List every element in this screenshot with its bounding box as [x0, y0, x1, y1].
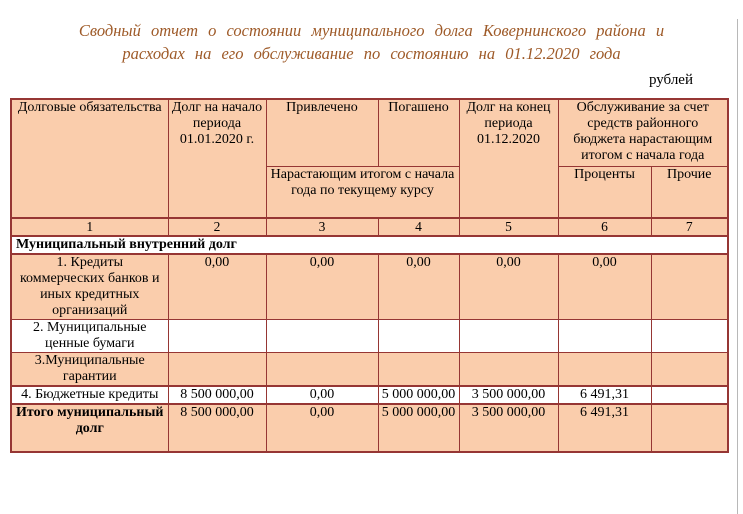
currency-note: рублей [648, 72, 693, 88]
table-row-budget-credits [11, 386, 728, 404]
header-debt-service: Обслуживание за счет средств районного бюджета нарастающим итогом с начала года [558, 99, 728, 167]
section-title: Муниципальный внутренний долг [11, 236, 728, 254]
cell-value [558, 353, 651, 387]
column-number: 6 [558, 218, 651, 236]
row-label: 3.Муниципальные гарантии [11, 353, 168, 387]
cell-value: 3 500 000,00 [459, 386, 558, 404]
cell-value [459, 320, 558, 353]
cell-value [168, 320, 266, 353]
table-row-commercial-credits [11, 254, 728, 320]
column-number: 2 [168, 218, 266, 236]
cell-value: 8 500 000,00 [168, 404, 266, 452]
table-header-row-top [11, 99, 728, 167]
column-number-row [11, 218, 728, 236]
row-label: 4. Бюджетные кредиты [11, 386, 168, 404]
column-number: 4 [378, 218, 459, 236]
cell-value [558, 320, 651, 353]
cell-value: 0,00 [168, 254, 266, 320]
cell-value [651, 386, 728, 404]
cell-value: 8 500 000,00 [168, 386, 266, 404]
header-other: Прочие [651, 167, 728, 219]
header-debt-obligations: Долговые обязательства [11, 99, 168, 218]
row-label: 1. Кредиты коммерческих банков и иных кредитных организаций [11, 254, 168, 320]
cell-value: 5 000 000,00 [378, 386, 459, 404]
cell-value: 5 000 000,00 [378, 404, 459, 452]
total-row-label: Итого муниципальный долг [11, 404, 168, 452]
header-debt-period-start: Долг на начало периода 01.01.2020 г. [168, 99, 266, 218]
cell-value [651, 254, 728, 320]
cell-value: 6 491,31 [558, 404, 651, 452]
cell-value [651, 353, 728, 387]
table-row-municipal-guarantees [11, 353, 728, 387]
cell-value: 0,00 [266, 404, 378, 452]
cell-value [459, 353, 558, 387]
cell-value [651, 320, 728, 353]
cell-value: 3 500 000,00 [459, 404, 558, 452]
cell-value [168, 353, 266, 387]
header-debt-period-end: Долг на конец периода 01.12.2020 [459, 99, 558, 218]
row-label: 2. Муниципальные ценные бумаги [11, 320, 168, 353]
cell-value [651, 404, 728, 452]
report-title [40, 19, 703, 65]
page-edge-line [737, 19, 738, 514]
cell-value [266, 320, 378, 353]
cell-value [266, 353, 378, 387]
header-attracted: Привлечено [266, 99, 378, 167]
header-repaid: Погашено [378, 99, 459, 167]
section-row-internal-debt [11, 236, 728, 254]
table-row-total-municipal-debt [11, 404, 728, 452]
header-interest: Проценты [558, 167, 651, 219]
column-number: 3 [266, 218, 378, 236]
cell-value [378, 353, 459, 387]
cell-value: 0,00 [558, 254, 651, 320]
column-number: 1 [11, 218, 168, 236]
cell-value [378, 320, 459, 353]
cell-value: 0,00 [266, 254, 378, 320]
header-cumulative-total: Нарастающим итогом с начала года по текущему курсу [266, 167, 459, 219]
report-title-line2: расходах на его обслуживание по состоянию на 01.12.2020 года [122, 44, 621, 63]
column-number: 7 [651, 218, 728, 236]
report-title-line1: Сводный отчет о состоянии муниципального долга Ковернинского района и [78, 21, 665, 40]
cell-value: 0,00 [459, 254, 558, 320]
column-number: 5 [459, 218, 558, 236]
cell-value: 0,00 [378, 254, 459, 320]
cell-value: 0,00 [266, 386, 378, 404]
cell-value: 6 491,31 [558, 386, 651, 404]
table-row-municipal-securities [11, 320, 728, 353]
municipal-debt-table [10, 98, 729, 453]
